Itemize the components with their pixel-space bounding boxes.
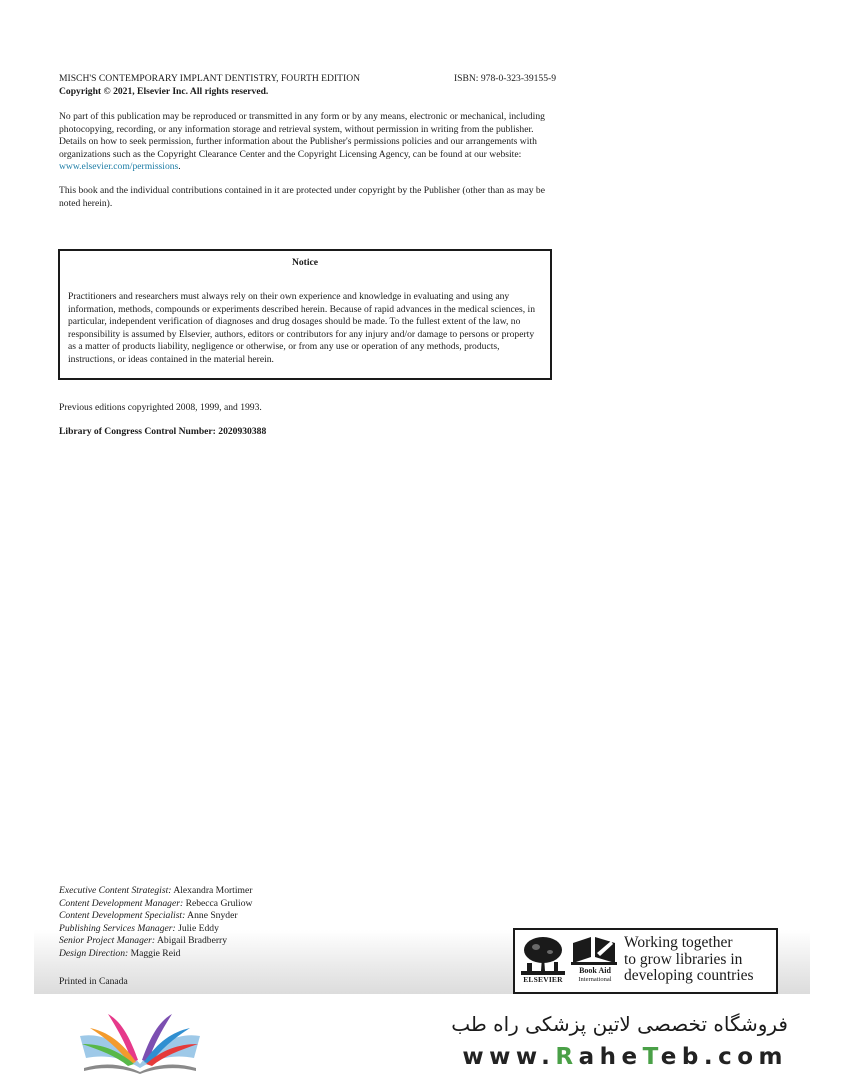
tagline-line: Working together [624,934,733,951]
elsevier-wordmark: ELSEVIER [523,975,563,984]
credit-name: Alexandra Mortimer [173,885,253,896]
notice-box [58,249,552,380]
url-part-eb: eb [660,1044,704,1070]
book-aid-icon [571,935,617,965]
credit-line [59,923,252,936]
credit-role: Publishing Services Manager: [59,922,176,934]
rights-end: . [178,161,181,173]
elsevier-tree-icon [521,935,565,975]
url-prefix: www. [462,1044,556,1070]
credit-line [59,935,252,948]
permissions-link[interactable]: www.elsevier.com/permissions [59,161,179,173]
book-title: MISCH'S CONTEMPORARY IMPLANT DENTISTRY, FOURTH EDITION [59,73,361,84]
book-aid-name: Book Aid [579,966,611,975]
credit-role: Design Direction: [59,947,129,959]
credits-list [59,885,252,961]
credit-role: Executive Content Strategist: [59,885,172,896]
notice-body: Practitioners and researchers must always rely on their own experience and knowledge in evaluating and using any information, methods, compounds or experiments described herein. Because of rapid advances in the medical sciences, in particular, independent verification of diagnoses and drug dosages should be made. To the fullest extent of the law, no responsibility is assumed by Elsevier, authors, editors or contributors for any injury and/or damage to persons or property as a matter of products liability, negligence or otherwise, or from any use or operation of any methods, products, instructions, or ideas contained in the material herein. [68,291,536,365]
previous-editions: Previous editions copyrighted 2008, 1999, and 1993. [59,402,262,413]
book-aid-logo-box [513,928,778,994]
printed-in: Printed in Canada [59,976,128,987]
book-aid-tagline [624,935,754,985]
shop-url [448,1044,788,1070]
credit-name: Maggie Reid [130,947,181,959]
credit-role: Content Development Specialist: [59,910,186,922]
url-part-ahe: ahe [578,1044,643,1070]
book-aid-international: International [578,976,612,983]
notice-title: Notice [291,257,319,268]
shop-title: فروشگاه تخصصی لاتین پزشکی راه طب [451,1012,788,1036]
credit-role: Senior Project Manager: [59,935,156,947]
rights-text: No part of this publication may be reproduced or transmitted in any form or by any means, electronic or mechanical, including photocopying, recording, or any information storage and retrieval system, without permission in writing from the publisher. Details on how to seek permission, further information about the Publisher's permissions policies and our arrangements with organizations such as the Copyright Clearance Center and the Copyright Licensing Agency, can be found at our website: [59,111,545,160]
credit-name: Rebecca Gruliow [185,897,253,909]
copyright-line: Copyright © 2021, Elsevier Inc. All rights reserved. [59,86,269,97]
url-suffix: .com [703,1044,788,1070]
tagline-line: to grow libraries in [624,950,743,968]
credit-line [59,898,252,911]
loc-control-number: Library of Congress Control Number: 2020930388 [59,426,267,437]
rahe-teb-book-logo-icon [78,1008,202,1074]
book-aid-wordmark [569,966,621,984]
credit-line [59,948,252,961]
url-letter-r: R [555,1044,579,1070]
protected-paragraph: This book and the individual contributions contained in it are protected under copyright by the Publisher (other than as may be noted herein). [59,185,545,209]
url-letter-t: T [642,1044,661,1070]
isbn: ISBN: 978-0-323-39155-9 [453,73,556,84]
credit-line [59,885,252,898]
tagline-line: developing countries [624,967,754,984]
credit-role: Content Development Manager: [59,897,184,909]
credit-line [59,910,252,923]
credit-name: Julie Eddy [178,922,219,934]
rights-paragraph [59,111,554,174]
credit-name: Anne Snyder [187,910,238,922]
credit-name: Abigail Bradberry [156,935,228,947]
